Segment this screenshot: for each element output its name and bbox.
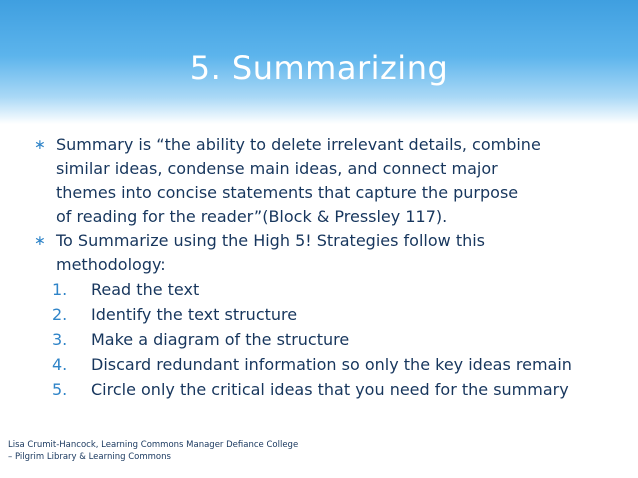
step-5-text: Circle only the critical ideas that you need for the summary xyxy=(91,380,569,399)
step-5-number: 5. xyxy=(52,380,68,399)
bullet-2-line-1: To Summarize using the High 5! Strategies follow this xyxy=(56,231,486,250)
step-4-number: 4. xyxy=(52,355,68,374)
step-3-number: 3. xyxy=(52,330,68,349)
bullet-2-line-2: methodology: xyxy=(56,255,166,274)
bullet-marker: ∗ xyxy=(34,233,46,249)
footer-line-1: Lisa Crumit-Hancock, Learning Commons Manager Defiance College xyxy=(8,440,299,450)
bullet-marker: ∗ xyxy=(34,137,46,153)
step-3-text: Make a diagram of the structure xyxy=(91,330,350,349)
step-4-text: Discard redundant information so only the key ideas remain xyxy=(91,355,572,374)
step-1-text: Read the text xyxy=(91,280,200,299)
bullet-1-line-4: of reading for the reader”(Block & Pressley 117). xyxy=(56,207,448,226)
bullet-1-line-2: similar ideas, condense main ideas, and connect major xyxy=(56,159,498,178)
bullet-1-line-1: Summary is “the ability to delete irrelevant details, combine xyxy=(56,135,541,154)
slide-title: 5. Summarizing xyxy=(189,49,449,87)
bullet-1-line-3: themes into concise statements that capture the purpose xyxy=(56,183,519,202)
step-1-number: 1. xyxy=(52,280,68,299)
step-2-text: Identify the text structure xyxy=(91,305,298,324)
footer-line-2: – Pilgrim Library & Learning Commons xyxy=(8,452,171,462)
footer-credit xyxy=(8,439,298,463)
step-2-number: 2. xyxy=(52,305,68,324)
